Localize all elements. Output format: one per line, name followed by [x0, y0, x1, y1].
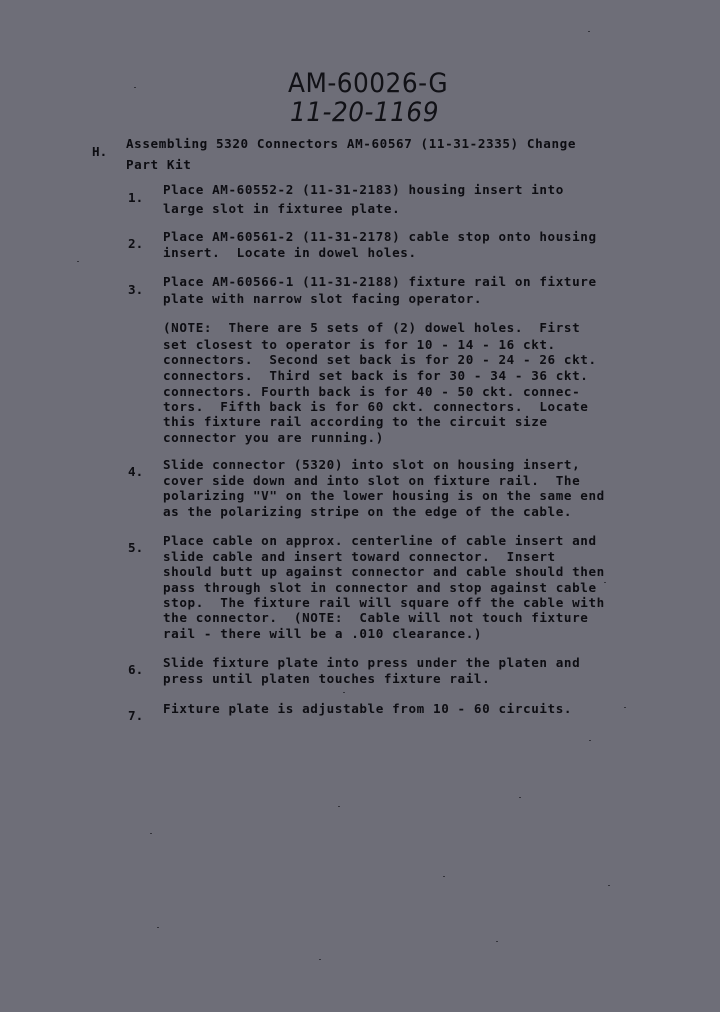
step-6-line-1: Slide fixture plate into press under the platen and: [163, 655, 581, 670]
note-line-4: connectors. Third set back is for 30 - 34 - 36 ckt.: [163, 368, 589, 383]
note-line-1: (NOTE: There are 5 sets of (2) dowel holes. First: [163, 320, 581, 335]
step-number-3: 3.: [128, 282, 144, 297]
note-line-8: connector you are running.): [163, 430, 384, 445]
section-title-line-1: Assembling 5320 Connectors AM-60567 (11-31-2335) Change: [126, 136, 577, 151]
step-5-line-7: rail - there will be a .010 clearance.): [163, 626, 483, 641]
scan-speck: [343, 692, 345, 693]
step-3-line-2: plate with narrow slot facing operator.: [163, 291, 483, 306]
step-4-line-2: cover side down and into slot on fixture rail. The: [163, 473, 581, 488]
step-5-line-6: the connector. (NOTE: Cable will not touch fixture: [163, 610, 589, 625]
scan-speck: [624, 707, 626, 708]
scan-speck: [443, 876, 445, 877]
step-5-line-4: pass through slot in connector and stop against cable: [163, 580, 597, 595]
document-date: 11-20-1169: [290, 97, 439, 128]
step-7-line-1: Fixture plate is adjustable from 10 - 60 circuits.: [163, 701, 573, 716]
scan-speck: [157, 927, 159, 928]
note-line-2: set closest to operator is for 10 - 14 - 16 ckt.: [163, 337, 556, 352]
step-2-line-1: Place AM-60561-2 (11-31-2178) cable stop onto housing: [163, 229, 597, 244]
step-number-7: 7.: [128, 708, 144, 723]
step-number-2: 2.: [128, 236, 144, 251]
step-6-line-2: press until platen touches fixture rail.: [163, 671, 491, 686]
scan-speck: [608, 885, 610, 886]
step-1-line-2: large slot in fixturee plate.: [163, 201, 401, 216]
scan-speck: [134, 87, 136, 88]
note-line-6: tors. Fifth back is for 60 ckt. connectors. Locate: [163, 399, 589, 414]
note-line-5: connectors. Fourth back is for 40 - 50 ckt. connec-: [163, 384, 581, 399]
scan-speck: [588, 31, 590, 32]
scan-speck: [519, 797, 521, 798]
step-5-line-5: stop. The fixture rail will square off the cable with: [163, 595, 605, 610]
step-2-line-2: insert. Locate in dowel holes.: [163, 245, 417, 260]
scan-speck: [589, 740, 591, 741]
note-line-3: connectors. Second set back is for 20 - 24 - 26 ckt.: [163, 352, 597, 367]
scan-speck: [496, 941, 498, 942]
step-4-line-1: Slide connector (5320) into slot on housing insert,: [163, 457, 581, 472]
step-4-line-3: polarizing "V" on the lower housing is on the same end: [163, 488, 605, 503]
step-number-6: 6.: [128, 662, 144, 677]
scan-speck: [338, 806, 340, 807]
step-1-line-1: Place AM-60552-2 (11-31-2183) housing insert into: [163, 182, 564, 197]
step-5-line-2: slide cable and insert toward connector. Insert: [163, 549, 556, 564]
step-3-line-1: Place AM-60566-1 (11-31-2188) fixture rail on fixture: [163, 274, 597, 289]
scan-speck: [77, 261, 79, 262]
step-number-4: 4.: [128, 464, 144, 479]
scan-speck: [150, 833, 152, 834]
step-number-5: 5.: [128, 540, 144, 555]
step-5-line-1: Place cable on approx. centerline of cable insert and: [163, 533, 597, 548]
step-5-line-3: should butt up against connector and cable should then: [163, 564, 605, 579]
step-4-line-4: as the polarizing stripe on the edge of the cable.: [163, 504, 573, 519]
note-line-7: this fixture rail according to the circuit size: [163, 414, 548, 429]
section-letter: H.: [92, 144, 108, 159]
scan-speck: [319, 959, 321, 960]
scan-speck: [604, 582, 606, 583]
document-number: AM-60026-G: [288, 68, 449, 99]
section-title-line-2: Part Kit: [126, 157, 192, 172]
step-number-1: 1.: [128, 190, 144, 205]
